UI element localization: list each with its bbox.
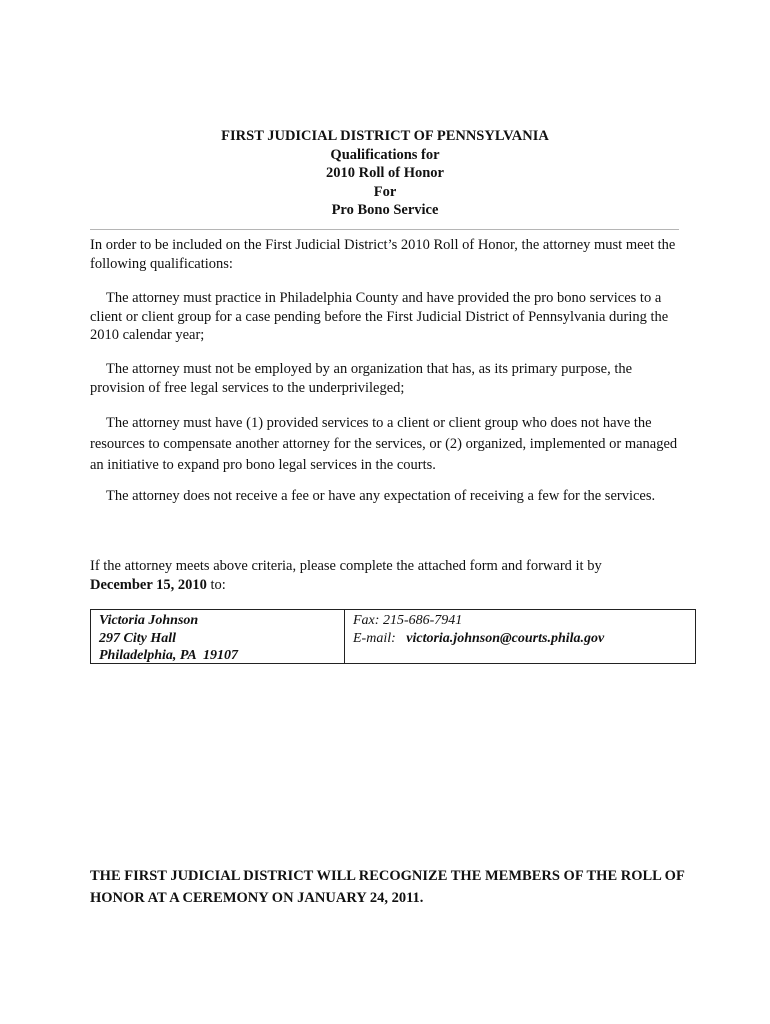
- contact-fax: [353, 612, 695, 630]
- qualification-4: The attorney does not receive a fee or have any expectation of receiving a few for the services.: [106, 488, 656, 504]
- forward-instructions: [90, 557, 690, 594]
- deadline-date: December 15, 2010: [90, 576, 207, 593]
- qualification-2: The attorney must not be employed by an organization that has, as its primary purpose, the provision of free legal services to the underprivileged;: [90, 361, 633, 396]
- title-line-4: For: [373, 183, 397, 200]
- contact-info-cell: [345, 610, 695, 663]
- contact-email: [353, 630, 695, 648]
- title-line-2: Qualifications for: [330, 146, 440, 163]
- contact-address-cell: [91, 610, 345, 663]
- document-title: [0, 127, 770, 220]
- forward-text: If the attorney meets above criteria, please complete the attached form and forward it by: [90, 558, 602, 574]
- closing-announcement: THE FIRST JUDICIAL DISTRICT WILL RECOGNIZE THE MEMBERS OF THE ROLL OF HONOR AT A CEREMONY ON JANUARY 24, 2011.: [90, 868, 685, 906]
- contact-table: [90, 609, 696, 664]
- email-address[interactable]: victoria.johnson@courts.phila.gov: [406, 630, 605, 646]
- contact-address-line-2: Philadelphia, PA 19107: [99, 648, 238, 663]
- intro-paragraph: In order to be included on the First Judicial District’s 2010 Roll of Honor, the attorney must meet the following qualifications:: [90, 237, 676, 272]
- forward-suffix: to:: [206, 576, 226, 593]
- contact-address-line-1: 297 City Hall: [99, 630, 176, 646]
- fax-number: 215-686-7941: [382, 613, 463, 628]
- email-label: E-mail:: [353, 630, 407, 646]
- title-divider: [90, 229, 679, 230]
- title-line-1: FIRST JUDICIAL DISTRICT OF PENNSYLVANIA: [221, 128, 549, 144]
- qualification-1: The attorney must practice in Philadelphia County and have provided the pro bono services to a client or client group for a case pending before the First Judicial District of Pennsylvania during the 2010 calendar year;: [90, 290, 669, 344]
- title-line-5: Pro Bono Service: [331, 202, 439, 219]
- fax-label: Fax:: [353, 613, 383, 628]
- contact-name: Victoria Johnson: [99, 613, 199, 628]
- title-line-3: 2010 Roll of Honor: [325, 165, 444, 182]
- qualification-3: The attorney must have (1) provided services to a client or client group who does not have the resources to compensate another attorney for the services, or (2) organized, implemented or managed an initiative to expand pro bono legal services in the courts.: [90, 415, 678, 473]
